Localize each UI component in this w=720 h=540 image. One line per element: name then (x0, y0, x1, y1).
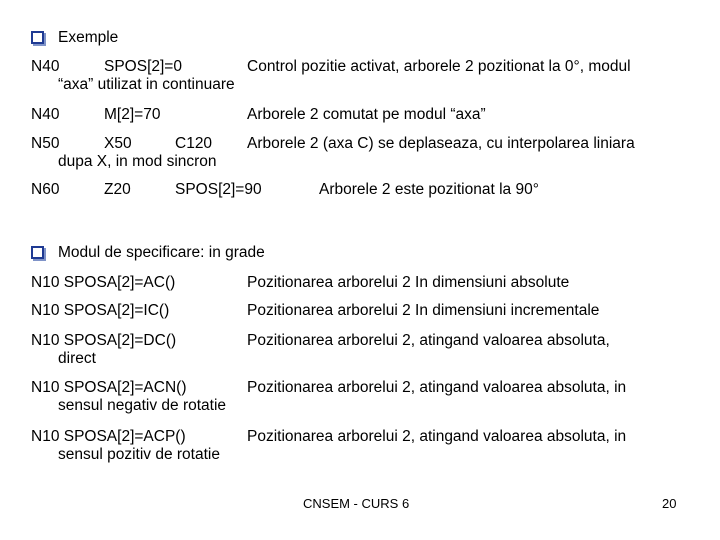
description: Pozitionarea arborelui 2, atingand valoarea absoluta, in (247, 379, 627, 396)
code-continuation: sensul negativ de rotatie (58, 397, 227, 414)
description: Arborele 2 este pozitionat la 90° (319, 181, 539, 198)
section-heading-exemple: Exemple (58, 29, 119, 46)
block-number: N40 (31, 106, 60, 123)
code-command: N10 SPOSA[2]=ACP() (31, 428, 186, 445)
code-continuation: direct (58, 350, 96, 367)
code-command: N10 SPOSA[2]=DC() (31, 332, 177, 349)
description-continuation: “axa” utilizat in continuare (58, 76, 235, 93)
description: Arborele 2 (axa C) se deplaseaza, cu interpolarea liniara (247, 135, 635, 152)
block-number: N40 (31, 58, 60, 75)
code-command: Z20 (104, 181, 131, 198)
code-continuation: sensul pozitiv de rotatie (58, 446, 220, 463)
description: Pozitionarea arborelui 2 In dimensiuni incrementale (247, 302, 600, 319)
block-number: N60 (31, 181, 60, 198)
footer-course: CNSEM - CURS 6 (303, 496, 410, 511)
section-heading-specificare: Modul de specificare: in grade (58, 244, 265, 261)
code-command-2: SPOS[2]=90 (175, 181, 262, 198)
description: Control pozitie activat, arborele 2 pozitionat la 0°, modul (247, 58, 631, 75)
description: Pozitionarea arborelui 2, atingand valoarea absoluta, (247, 332, 610, 349)
bullet-icon (31, 31, 44, 44)
block-number: N50 (31, 135, 60, 152)
bullet-icon (31, 246, 44, 259)
code-command: M[2]=70 (104, 106, 161, 123)
code-command: SPOS[2]=0 (104, 58, 182, 75)
description-continuation: dupa X, in mod sincron (58, 153, 217, 170)
code-command: N10 SPOSA[2]=AC() (31, 274, 176, 291)
code-command: N10 SPOSA[2]=ACN() (31, 379, 187, 396)
description: Pozitionarea arborelui 2, atingand valoarea absoluta, in (247, 428, 627, 445)
page-number: 20 (662, 496, 677, 511)
code-command-2: C120 (175, 135, 213, 152)
code-command: X50 (104, 135, 132, 152)
description: Pozitionarea arborelui 2 In dimensiuni absolute (247, 274, 570, 291)
description: Arborele 2 comutat pe modul “axa” (247, 106, 486, 123)
code-command: N10 SPOSA[2]=IC() (31, 302, 170, 319)
